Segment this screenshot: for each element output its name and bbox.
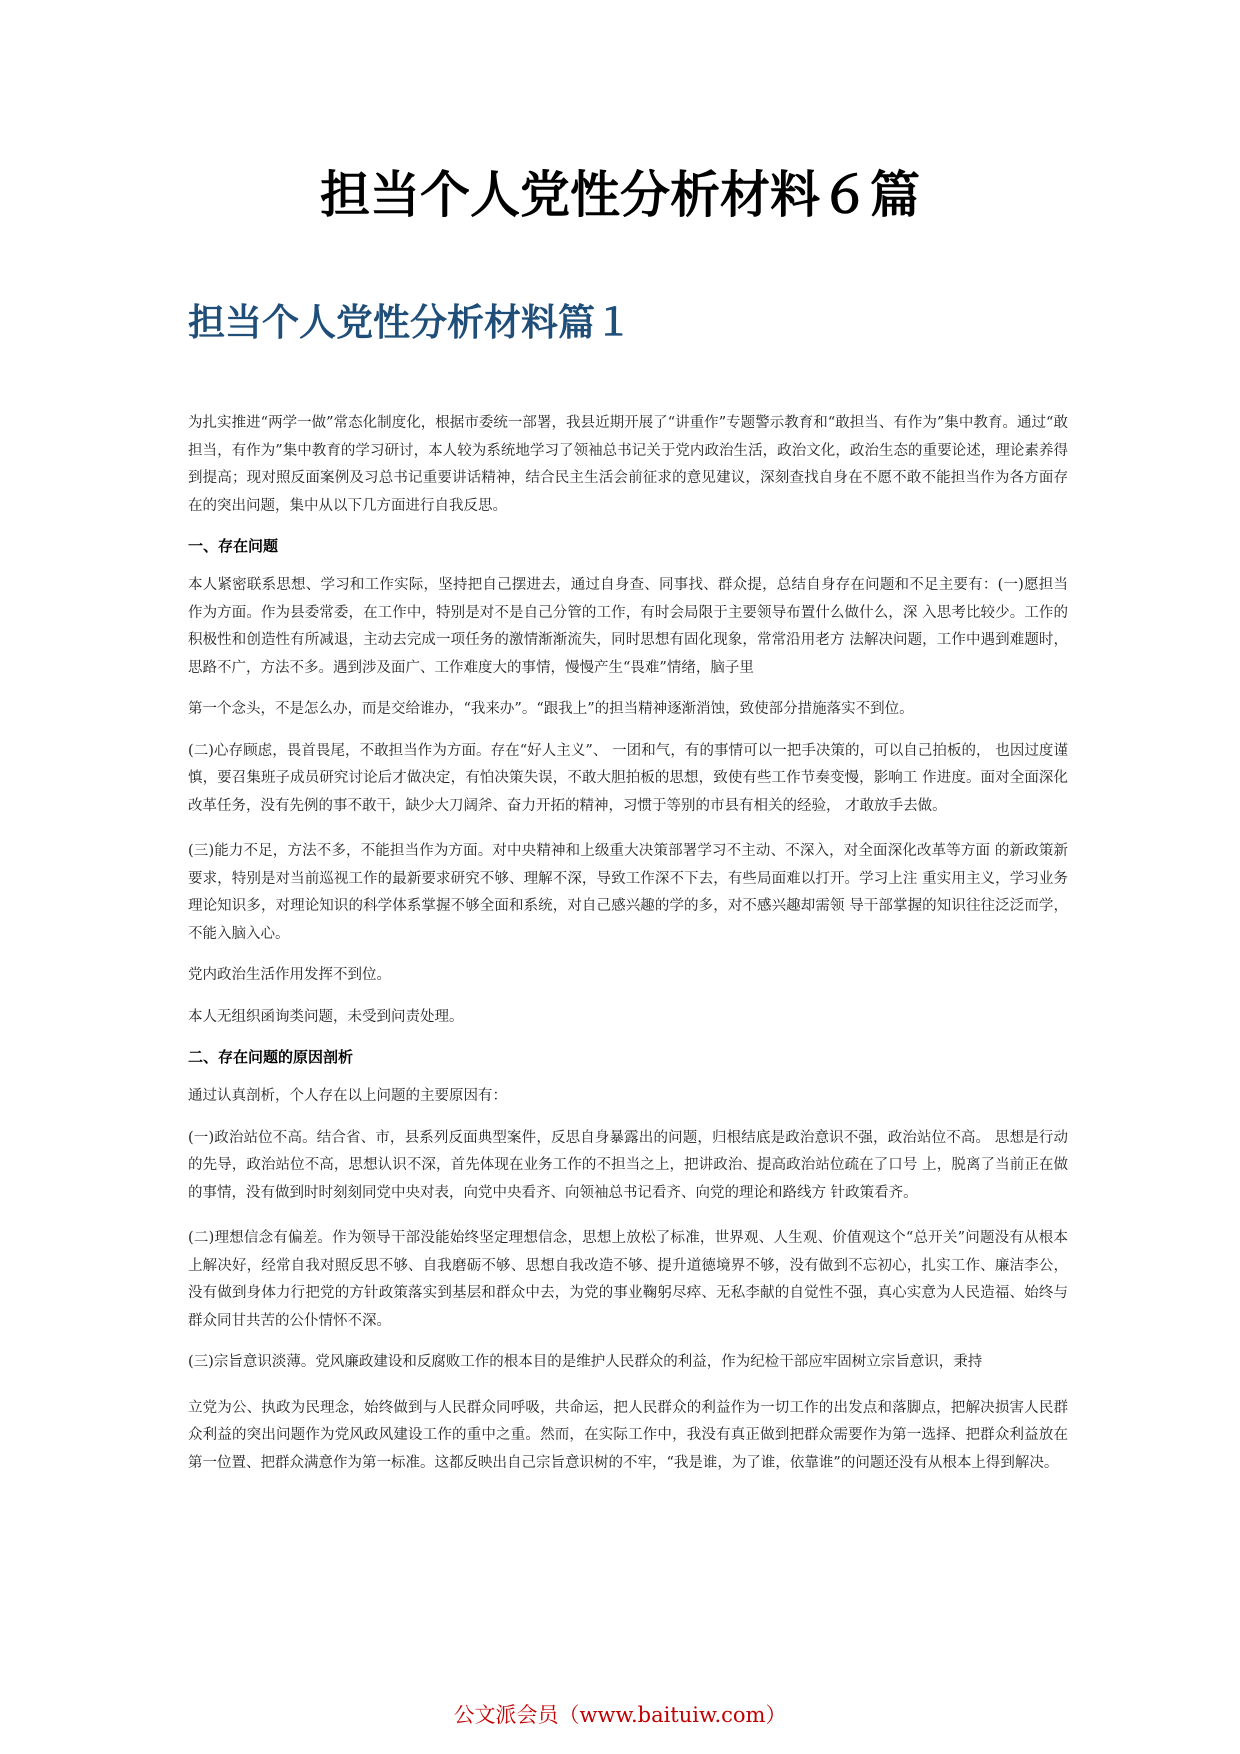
- paragraph: 本人无组织函询类问题，未受到问责处理。: [188, 1008, 464, 1025]
- intro-paragraph: 为扎实推进“两学一做”常态化制度化，根据市委统一部署，我县近期开展了“讲重作”专题警示教育和“敢担当、有作为”集中教育。通过“敢担当，有作为”集中教育的学习研讨，本人较为系统地学习了领袖总书记关于党内政治生活，政治文化，政治生态的重要论述，理论素养得到提高；现对照反面案例及习总书记重要讲话精神，结合民主生活会前征求的意见建议，深刻查找自身在不愿不敢不能担当作为各方面存在的突出问题，集中从以下几方面进行自我反思。: [188, 415, 1068, 514]
- section-title: 担当个人党性分析材料篇１: [188, 300, 632, 344]
- paragraph: (二)心存顾虑，畏首畏尾，不敢担当作为方面。存在“好人主义”、 一团和气，有的事情可以一把手决策的，可以自己拍板的， 也因过度谨慎，要召集班子成员研究讨论后才做决定，有怕决策失误，不敢大胆拍板的思想，致使有些工作节奏变慢，影响工 作进度。面对全面深化改革任务，没有先例的事不敢干，缺少大刀阔斧、奋力开拓的精神，习惯于等别的市县有相关的经验， 才敢放手去做。: [188, 742, 1068, 814]
- document-title: 担当个人党性分析材料６篇: [320, 165, 920, 224]
- paragraph: 第一个念头，不是怎么办，而是交给谁办，“我来办”。“跟我上”的担当精神逐渐消蚀，致使部分措施落实不到位。: [188, 701, 914, 717]
- paragraph: (三)能力不足，方法不多，不能担当作为方面。对中央精神和上级重大决策部署学习不主动、不深入，对全面深化改革等方面 的新政策新要求，特别是对当前巡视工作的最新要求研究不够、理解不深，导致工作深不下去，有些局面难以打开。学习上注 重实用主义，学习业务理论知识多，对理论知识的科学体系掌握不够全面和系统，对自己感兴趣的学的多，对不感兴趣却需领 导干部掌握的知识往往泛泛而学，不能入脑入心。: [188, 843, 1068, 942]
- heading-problems: 一、存在问题: [188, 537, 279, 555]
- footer-watermark: 公文派会员（www.baituiw.com）: [453, 1703, 787, 1727]
- paragraph: 通过认真剖析，个人存在以上问题的主要原因有：: [188, 1088, 507, 1104]
- paragraph: 党内政治生活作用发挥不到位。: [188, 967, 391, 983]
- paragraph: (二)理想信念有偏差。作为领导干部没能始终坚定理想信念，思想上放松了标准，世界观、人生观、价值观这个“总开关”问题没有从根本上解决好，经常自我对照反思不够、自我磨砺不够、思想自我改造不够、提升道德境界不够，没有做到不忘初心，扎实工作、廉洁李公，没有做到身体力行把党的方针政策落实到基层和群众中去，为党的事业鞠躬尽瘁、无私李献的自觉性不强，真心实意为人民造福、始终与群众同甘共苦的公仆情怀不深。: [188, 1230, 1068, 1329]
- heading-causes: 二、存在问题的原因剖析: [188, 1048, 354, 1066]
- paragraph: (三)宗旨意识淡薄。党风廉政建设和反腐败工作的根本目的是维护人民群众的利益，作为纪检干部应牢固树立宗旨意识，秉持: [188, 1354, 983, 1370]
- document-body: [188, 410, 1068, 1491]
- paragraph: 立党为公、执政为民理念，始终做到与人民群众同呼吸，共命运，把人民群众的利益作为一切工作的出发点和落脚点，把解决损害人民群众利益的突出问题作为党风政风建设工作的重中之重。然而，在实际工作中，我没有真正做到把群众需要作为第一选择、把群众利益放在第一位置、把群众满意作为第一标准。这都反映出自己宗旨意识树的不牢，“我是谁，为了谁，依靠谁”的问题还没有从根本上得到解决。: [188, 1399, 1068, 1471]
- paragraph: (一)政治站位不高。结合省、市，县系列反面典型案件，反思自身暴露出的问题，归根结底是政治意识不强，政治站位不高。 思想是行动的先导，政治站位不高，思想认识不深，首先体现在业务工作的不担当之上，把讲政治、提高政治站位疏在了口号 上，脱离了当前正在做的事情，没有做到时时刻刻同党中央对表，向党中央看齐、向领袖总书记看齐、向党的理论和路线方 针政策看齐。: [188, 1129, 1068, 1201]
- paragraph: 本人紧密联系思想、学习和工作实际，坚持把自己摆进去，通过自身查、同事找、群众提，总结自身存在问题和不足主要有：(一)愿担当作为方面。作为县委常委，在工作中，特别是对不是自己分管的工作，有时会局限于主要领导布置什么做什么，深 入思考比较少。工作的积极性和创造性有所减退，主动去完成一项任务的激情渐渐流失，同时思想有固化现象，常常沿用老方 法解决问题，工作中遇到难题时，思路不广，方法不多。遇到涉及面广、工作难度大的事情，慢慢产生“畏难”情绪，脑子里: [188, 577, 1068, 676]
